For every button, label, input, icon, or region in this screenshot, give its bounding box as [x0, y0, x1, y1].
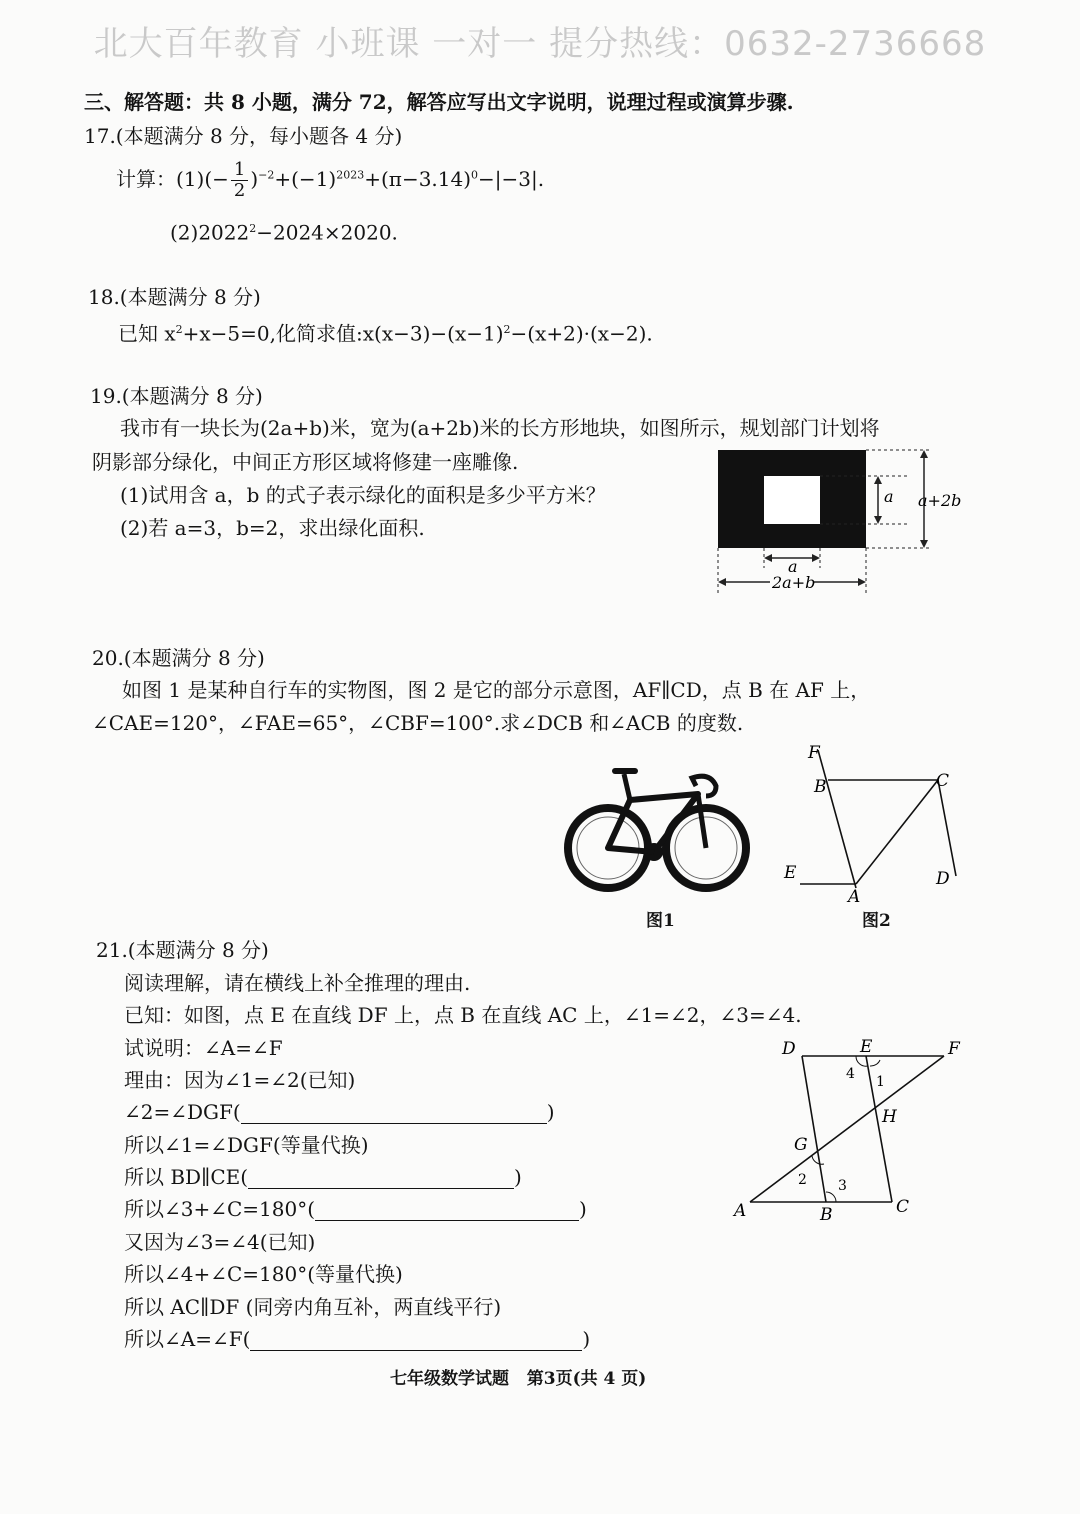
- page-footer: [390, 1364, 646, 1389]
- q21-line12-prefix: 所以∠A=∠F(: [124, 1327, 251, 1351]
- q18-t3: −(x+2)·(x−2).: [510, 321, 653, 346]
- q21-line9: 又因为∠3=∠4(已知): [124, 1230, 316, 1254]
- label-B: B: [820, 1205, 833, 1224]
- q17-exp1: −2: [258, 168, 275, 182]
- seat-post: [624, 774, 630, 800]
- fig1-caption: 图1: [646, 911, 675, 931]
- q19-header: 19.(本题满分 8 分): [90, 384, 263, 408]
- q21-line5: [124, 1100, 555, 1124]
- q21-line5-prefix: ∠2=∠DGF(: [124, 1100, 241, 1124]
- label-A: A: [734, 1201, 747, 1221]
- footer-page: 第3页(共 4 页): [526, 1369, 647, 1389]
- answer-blank-1[interactable]: [241, 1103, 547, 1124]
- q17-part1: 计算：(1)(− $\frac{1}{2}$ )$^{-2}+(-1)^{2023}+(\pi-3.14)^0-|-3|$.: [116, 159, 545, 201]
- label-C: C: [896, 1197, 910, 1217]
- frac-den: 2: [233, 180, 246, 201]
- q17-end: −|−3|.: [478, 167, 545, 191]
- q19-line3: (1)试用含 a，b 的式子表示绿化的面积是多少平方米？: [120, 483, 606, 507]
- q20-geometry-figure: [780, 740, 970, 905]
- q18-t1: 已知 x: [118, 321, 176, 346]
- statue-square: [764, 476, 820, 524]
- label-D: D: [936, 869, 950, 889]
- saddle: [612, 768, 638, 774]
- q21-line2: 已知：如图，点 E 在直线 DF 上，点 B 在直线 AC 上，∠1=∠2，∠3=∠4.: [124, 1003, 802, 1027]
- q21-header: 21.(本题满分 8 分): [96, 938, 269, 962]
- close-paren-3: ): [579, 1197, 587, 1221]
- q17-p2-exp: 2: [249, 222, 257, 235]
- section-title: 三、解答题：共 8 小题，满分 72，解答应写出文字说明，说理过程或演算步骤.: [84, 90, 794, 114]
- line-af: [818, 750, 856, 888]
- q21-line6: 所以∠1=∠DGF(等量代换): [124, 1133, 369, 1157]
- q19-rectangle-figure: [710, 440, 980, 600]
- q21-line3: 试说明：∠A=∠F: [124, 1036, 283, 1060]
- label-E: E: [784, 863, 797, 883]
- q21-line11: 所以 AC∥DF (同旁内角互补，两直线平行): [124, 1295, 502, 1319]
- label-E: E: [860, 1037, 873, 1057]
- segment-ca: [856, 780, 938, 884]
- q21-line7: [124, 1165, 522, 1189]
- q21-line12: [124, 1327, 590, 1351]
- fig2-caption: 图2: [862, 911, 891, 931]
- q21-line1: 阅读理解，请在横线上补全推理的理由.: [124, 971, 471, 995]
- label-a-bottom: a: [788, 557, 798, 576]
- label-a-side: a: [884, 487, 894, 506]
- fraction-one-half: [231, 160, 248, 201]
- q19-line2: 阴影部分绿化，中间正方形区域将修建一座雕像.: [92, 450, 519, 474]
- label-F: F: [948, 1039, 960, 1059]
- label-angle-4: 4: [846, 1066, 855, 1082]
- angle-arc-1: [870, 1060, 880, 1066]
- bicycle-figure: [560, 760, 760, 900]
- answer-blank-3[interactable]: [315, 1200, 579, 1221]
- q21-line7-prefix: 所以 BD∥CE(: [124, 1165, 249, 1189]
- q17-exp3: 0: [471, 168, 479, 182]
- q18-exp1: 2: [175, 323, 183, 336]
- angle-arc-3: [826, 1192, 836, 1202]
- label-F: F: [808, 743, 820, 763]
- frac-num: 1: [231, 160, 248, 181]
- q17-header: 17.(本题满分 8 分，每小题各 4 分): [84, 124, 403, 148]
- q19-line4: (2)若 a=3，b=2，求出绿化面积.: [120, 516, 425, 540]
- q18-body: [118, 318, 653, 346]
- label-angle-1: 1: [876, 1074, 885, 1090]
- label-C: C: [936, 771, 950, 791]
- label-angle-3: 3: [838, 1178, 847, 1194]
- q20-line2: ∠CAE=120°，∠FAE=65°，∠CBF=100°.求∠DCB 和∠ACB 的度数.: [92, 711, 744, 735]
- q17-p2-b: −2024×2020.: [256, 220, 398, 245]
- label-D: D: [782, 1039, 796, 1059]
- q20-header: 20.(本题满分 8 分): [92, 646, 265, 670]
- q17-part2: [170, 217, 398, 245]
- q17-exp2: 2023: [336, 168, 365, 182]
- q19-line1: 我市有一块长为(2a+b)米，宽为(a+2b)米的长方形地块，如图所示，规划部门计划将: [120, 416, 880, 440]
- q21-line4: 理由：因为∠1=∠2(已知): [124, 1068, 356, 1092]
- q20-line1: 如图 1 是某种自行车的实物图，图 2 是它的部分示意图，AF∥CD，点 B 在 AF 上，: [122, 678, 871, 702]
- q18-t2: +x−5=0,化简求值:x(x−3)−(x−1): [182, 321, 504, 346]
- label-angle-2: 2: [798, 1172, 807, 1188]
- q17-mid2: +(π−3.14): [364, 167, 472, 191]
- close-paren-4: ): [582, 1327, 591, 1351]
- answer-blank-2[interactable]: [248, 1168, 514, 1189]
- watermark: 北大百年教育 小班课 一对一 提分热线：0632-2736668: [93, 24, 987, 64]
- q17-mid1: +(−1): [274, 167, 337, 191]
- q18-exp2: 2: [503, 323, 511, 336]
- label-G: G: [794, 1135, 808, 1155]
- q18-header: 18.(本题满分 8 分): [88, 285, 261, 309]
- q17-p2-a: (2)2022: [170, 220, 250, 245]
- q21-geometry-figure: [730, 1034, 966, 1224]
- close-paren-2: ): [514, 1165, 522, 1189]
- q21-line10: 所以∠4+∠C=180°(等量代换): [124, 1262, 403, 1286]
- footer-subject: 七年级数学试题: [390, 1369, 509, 1389]
- label-width: 2a+b: [772, 573, 816, 592]
- label-H: H: [882, 1107, 897, 1127]
- q21-line8-prefix: 所以∠3+∠C=180°(: [124, 1197, 316, 1221]
- label-height: a+2b: [918, 491, 962, 510]
- segment-cd: [938, 780, 956, 876]
- q17-p1-prefix: 计算：(1)(−: [116, 167, 229, 191]
- close-paren-1: ): [546, 1100, 555, 1124]
- label-A: A: [848, 887, 861, 905]
- q21-line8: [124, 1197, 587, 1221]
- answer-blank-4[interactable]: [250, 1330, 582, 1351]
- label-B: B: [814, 777, 827, 797]
